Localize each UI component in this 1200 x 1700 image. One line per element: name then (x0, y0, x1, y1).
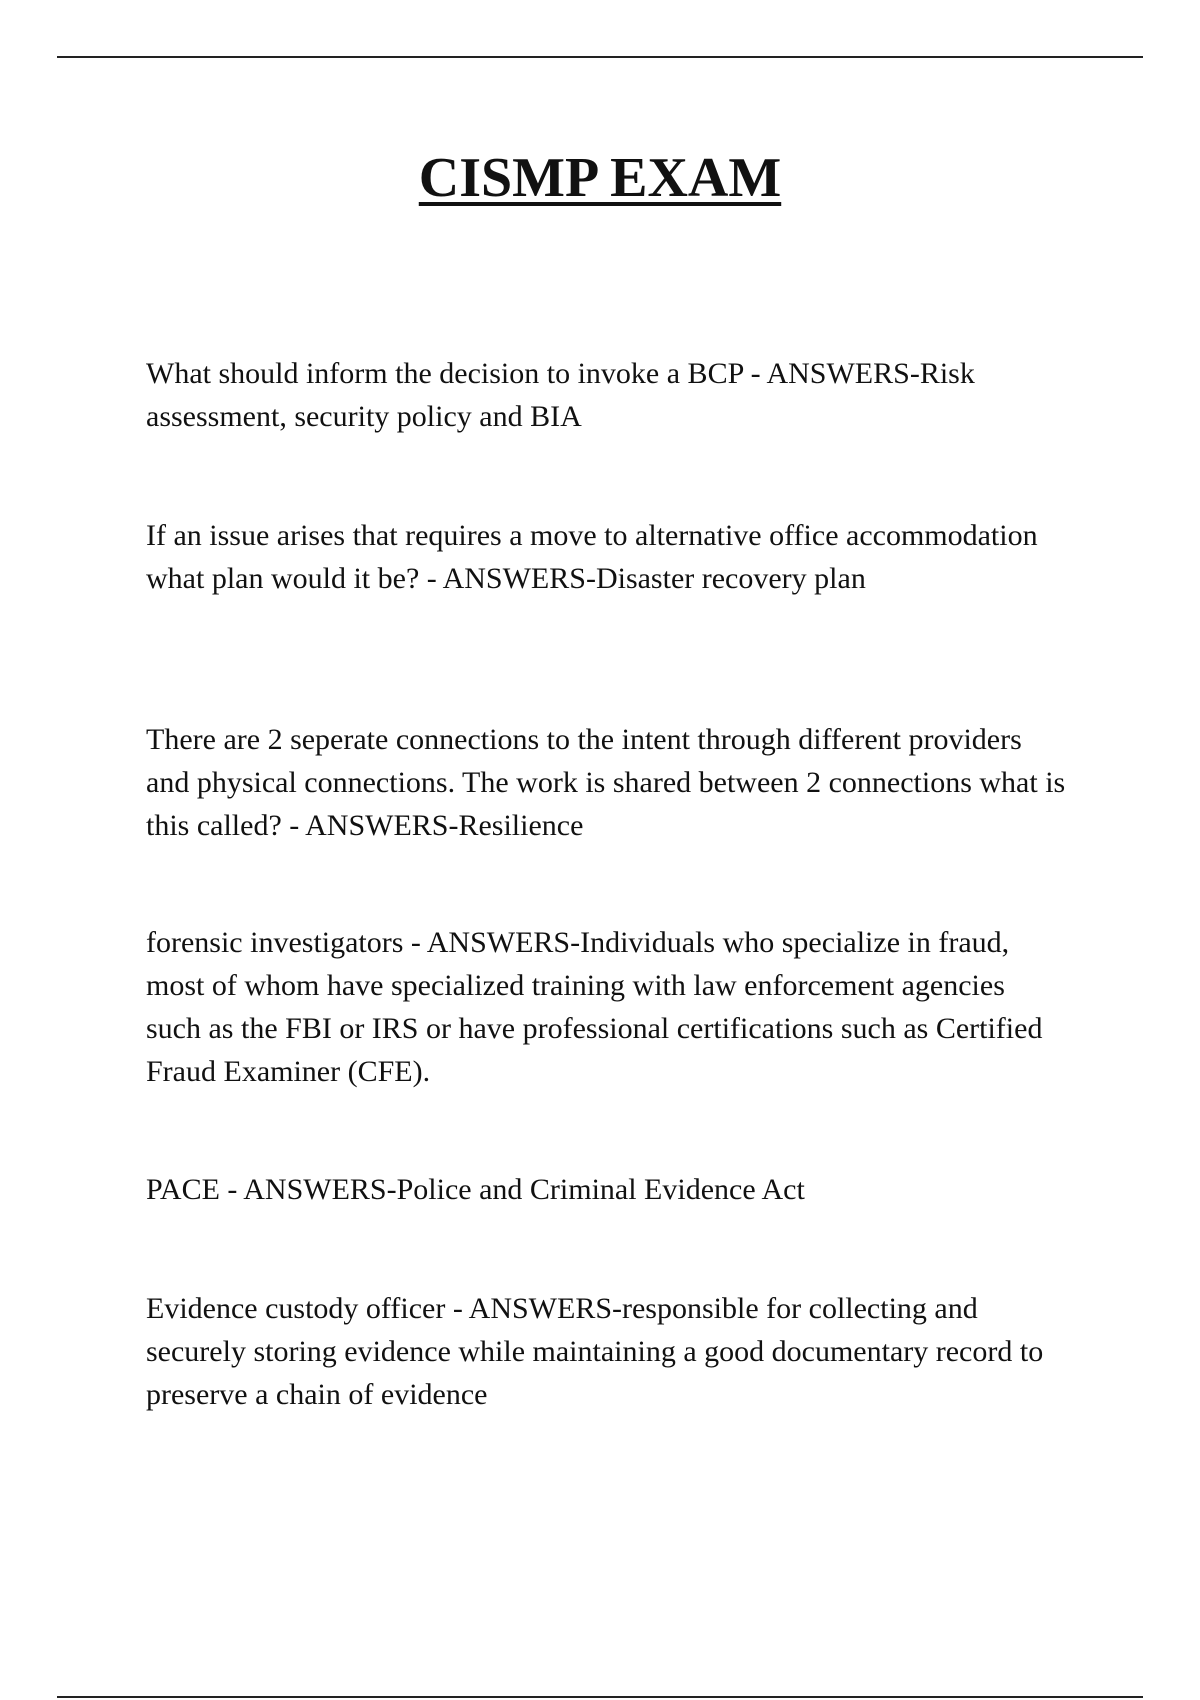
bottom-divider (57, 1696, 1143, 1698)
page-title-text: CISMP EXAM (418, 147, 782, 209)
qa-entry: Evidence custody officer - ANSWERS-responsible for collecting and securely storing evidence while maintaining a good documentary record to preserve a chain of evidence (146, 1292, 1044, 1411)
top-divider (57, 56, 1143, 58)
qa-entry: forensic investigators - ANSWERS-Individuals who specialize in fraud, most of whom have specialized training with law enforcement agencies such as the FBI or IRS or have professional certifications such as Certified Fraud Examiner (CFE). (146, 926, 1043, 1088)
qa-entry: There are 2 seperate connections to the intent through different providers and physical connections. The work is shared between 2 connections what is this called? - ANSWERS-Resilience (146, 723, 1066, 842)
qa-entry: If an issue arises that requires a move to alternative office accommodation what plan would it be? - ANSWERS-Disaster recovery plan (146, 519, 1038, 595)
page-title (0, 146, 1200, 210)
qa-entry: What should inform the decision to invoke a BCP - ANSWERS-Risk assessment, security policy and BIA (146, 357, 975, 433)
qa-entry: PACE - ANSWERS-Police and Criminal Evidence Act (146, 1173, 805, 1206)
